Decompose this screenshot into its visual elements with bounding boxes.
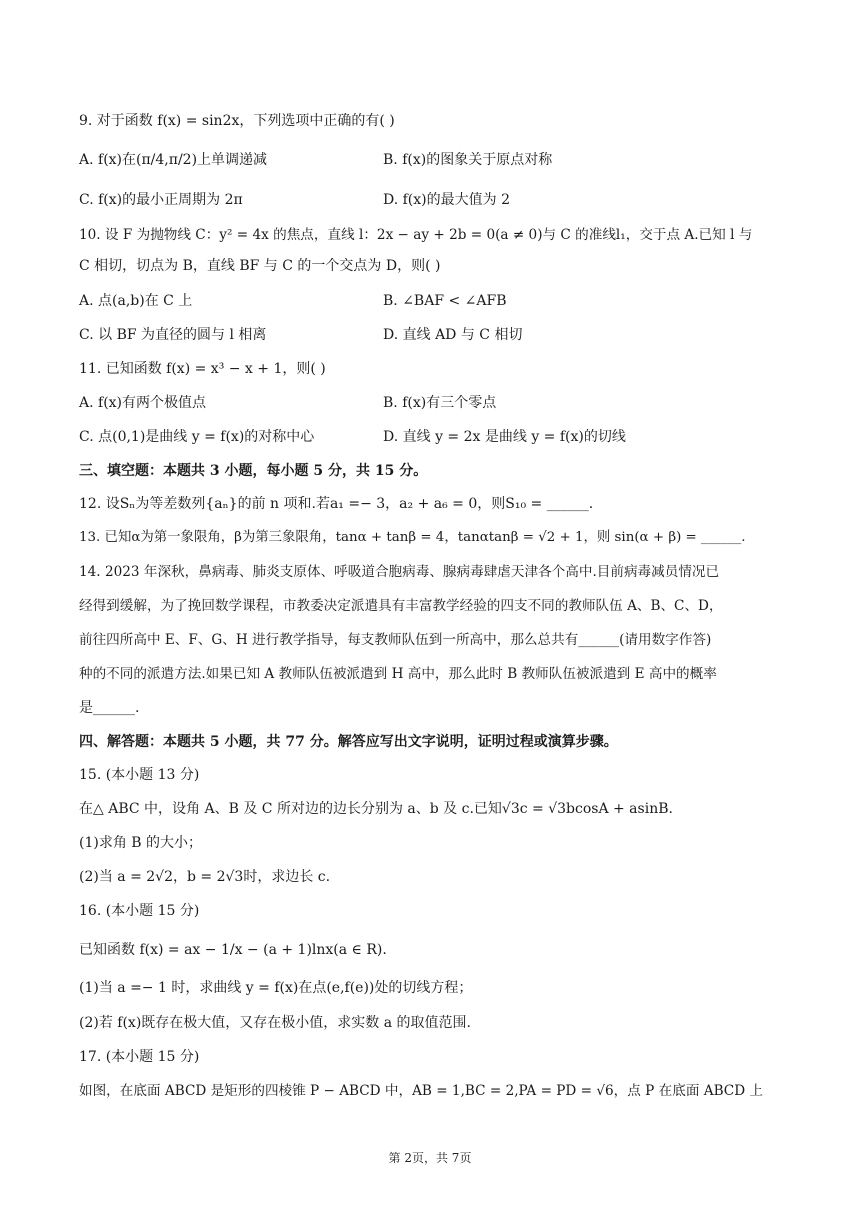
- q11-option-d: D. 直线 y = 2x 是曲线 y = f(x)的切线: [383, 429, 626, 445]
- q10-option-c: C. 以 BF 为直径的圆与 l 相离: [79, 327, 267, 343]
- section4-heading: 四、解答题：本题共 5 小题，共 77 分。解答应写出文字说明，证明过程或演算步骤。: [79, 734, 618, 750]
- q10-option-d: D. 直线 AD 与 C 相切: [383, 327, 523, 343]
- q10-option-a: A. 点(a,b)在 C 上: [79, 293, 193, 309]
- q12-stem: 12. 设Sₙ为等差数列{aₙ}的前 n 项和.若a₁ =− 3，a₂ + a₆ = 0，则S₁₀ = ______.: [79, 496, 594, 512]
- q11-option-b: B. f(x)有三个零点: [383, 395, 497, 411]
- q13-stem: 13. 已知α为第一象限角，β为第三象限角，tanα + tanβ = 4，tanαtanβ = √2 + 1，则 sin(α + β) = ______.: [79, 530, 746, 545]
- q16-part1: (1)当 a =− 1 时，求曲线 y = f(x)在点(e,f(e))处的切线方程；: [79, 980, 473, 996]
- q10-stem-line2: C 相切，切点为 B，直线 BF 与 C 的一个交点为 D，则( ): [79, 258, 441, 274]
- q9-option-a: A. f(x)在(π/4,π/2)上单调递减: [79, 152, 268, 168]
- q11-option-c: C. 点(0,1)是曲线 y = f(x)的对称中心: [79, 429, 315, 445]
- q14-line4: 种的不同的派遣方法.如果已知 A 教师队伍被派遣到 H 高中，那么此时 B 教师队伍被派遣到 E 高中的概率: [79, 666, 717, 682]
- q15-part1: (1)求角 B 的大小；: [79, 835, 203, 851]
- q16-part2: (2)若 f(x)既存在极大值，又存在极小值，求实数 a 的取值范围.: [79, 1015, 471, 1031]
- q14-line1: 14. 2023 年深秋，鼻病毒、肺炎支原体、呼吸道合胞病毒、腺病毒肆虐天津各个高中.目前病毒减员情况已: [79, 564, 720, 580]
- q14-line2: 经得到缓解，为了挽回数学课程，市教委决定派遣具有丰富教学经验的四支不同的教师队伍 A、B、C、D，: [79, 598, 723, 614]
- q15-part2: (2)当 a = 2√2，b = 2√3时，求边长 c.: [79, 869, 331, 885]
- q10-option-b: B. ∠BAF < ∠AFB: [383, 293, 507, 309]
- q14-line3: 前往四所高中 E、F、G、H 进行教学指导，每支教师队伍到一所高中，那么总共有______(请用数字作答): [79, 632, 712, 648]
- q11-option-a: A. f(x)有两个极值点: [79, 395, 207, 411]
- q9-stem: 9. 对于函数 f(x) = sin2x，下列选项中正确的有( ): [79, 113, 395, 129]
- q17-stem: 如图，在底面 ABCD 是矩形的四棱锥 P − ABCD 中，AB = 1,BC = 2,PA = PD = √6，点 P 在底面 ABCD 上: [79, 1083, 764, 1099]
- q16-title: 16. (本小题 15 分): [79, 903, 200, 919]
- q17-title: 17. (本小题 15 分): [79, 1049, 200, 1065]
- q16-stem: 已知函数 f(x) = ax − 1/x − (a + 1)lnx(a ∈ R).: [79, 942, 387, 958]
- q9-option-c: C. f(x)的最小正周期为 2π: [79, 192, 243, 208]
- q9-option-b: B. f(x)的图象关于原点对称: [383, 152, 553, 168]
- q15-stem: 在△ ABC 中，设角 A、B 及 C 所对边的边长分别为 a、b 及 c.已知√3c = √3bcosA + asinB.: [79, 801, 673, 817]
- page-footer: 第 2页，共 7页: [388, 1151, 472, 1165]
- q9-option-d: D. f(x)的最大值为 2: [383, 192, 510, 208]
- q15-title: 15. (本小题 13 分): [79, 767, 200, 783]
- section3-heading: 三、填空题：本题共 3 小题，每小题 5 分，共 15 分。: [79, 463, 428, 479]
- q10-stem-line1: 10. 设 F 为抛物线 C：y² = 4x 的焦点，直线 l：2x − ay + 2b = 0(a ≠ 0)与 C 的准线l₁，交于点 A.已知 l 与: [79, 227, 753, 243]
- q14-line5: 是______.: [79, 700, 140, 716]
- q11-stem: 11. 已知函数 f(x) = x³ − x + 1，则( ): [79, 361, 326, 377]
